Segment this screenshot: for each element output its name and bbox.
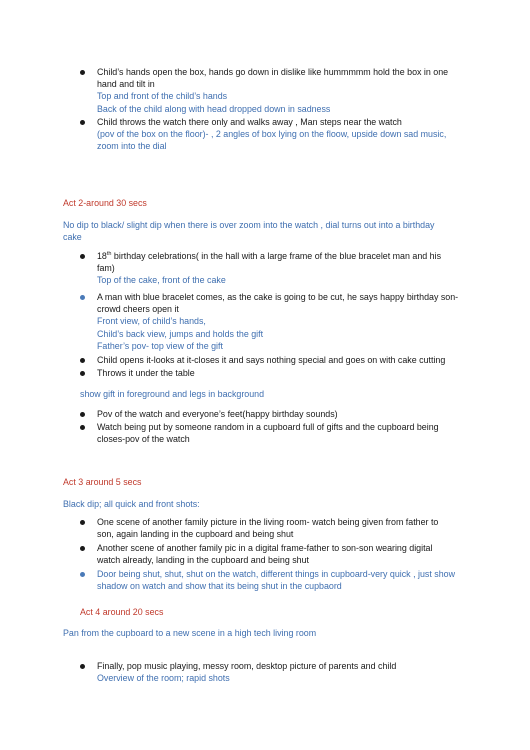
intro-bullet-2: [0, 116, 530, 153]
shot-note: Back of the child along with head dropped down in sadness: [97, 103, 331, 114]
bullet-text: Watch being put by someone random in a cupboard full of gifts and the cupboard being: [97, 422, 439, 432]
act2-bullet-3: [0, 354, 530, 366]
bullet-text: Pov of the watch and everyone’s feet(happy birthday sounds): [97, 409, 338, 419]
act3-note-text: Black dip; all quick and front shots:: [63, 499, 200, 509]
bullet-text: fam): [97, 263, 115, 274]
act2-bullet-4: [0, 367, 530, 379]
bullet-icon: [80, 664, 85, 669]
bullet-icon: [80, 70, 85, 75]
bullet-icon: [80, 572, 85, 577]
bullet-icon: [80, 358, 85, 363]
act2-bullet-6: [0, 421, 530, 445]
act4-note: [0, 627, 530, 639]
bullet-text: hand and tilt in: [97, 79, 155, 90]
act4-heading: [0, 606, 530, 618]
intro-bullet-1: [0, 66, 530, 115]
bullet-text: Door being shut, shut, shut on the watch, different things in cupboard-very quick , just show: [97, 569, 455, 579]
bullet-icon: [80, 412, 85, 417]
act2-note-line: No dip to black/ slight dip when there is over zoom into the watch , dial turns out into a birthday: [63, 220, 435, 230]
bullet-icon: [80, 295, 85, 300]
bullet-text: Throws it under the table: [97, 368, 195, 378]
bullet-icon: [80, 425, 85, 430]
act3-bullet-3: [0, 568, 530, 592]
bullet-text-rest: birthday celebrations( in the hall with a large frame of the blue bracelet man and his: [111, 251, 442, 261]
shot-note: Top and front of the child’s hands: [97, 91, 228, 102]
shot-note: Front view, of child’s hands,: [97, 316, 206, 327]
bullet-text: shadow on watch and show that its being shut in the cupbaord: [97, 581, 342, 592]
act2-note2: [0, 388, 530, 400]
bullet-text: One scene of another family picture in the living room- watch being given from father to: [97, 517, 439, 527]
bullet-text: crowd cheers open it: [97, 304, 179, 315]
shot-note: Overview of the room; rapid shots: [97, 673, 230, 684]
act2-note: [0, 219, 530, 243]
act2-note-line: cake: [63, 232, 82, 243]
bullet-text: Child’s hands open the box, hands go down in dislike like hummmmm hold the box in one: [97, 67, 449, 77]
bullet-text: Child opens it-looks at it-closes it and says nothing special and goes on with cake cutting: [97, 355, 446, 365]
act2-heading-text: Act 2-around 30 secs: [63, 198, 147, 208]
bullet-icon: [80, 371, 85, 376]
act3-bullet-1: [0, 516, 530, 540]
bullet-text: watch already, landing in the cupboard and being shut: [97, 555, 309, 566]
bullet-text: Another scene of another family pic in a digital frame-father to son-son wearing digital: [97, 543, 433, 553]
act2-bullet-2: [0, 291, 530, 352]
act3-bullet-2: [0, 542, 530, 566]
shot-note: (pov of the box on the floor)- , 2 angles of box lying on the floow, upside down sad music,: [97, 129, 447, 140]
act4-heading-text: Act 4 around 20 secs: [80, 607, 164, 617]
ordinal-number: 18: [97, 251, 107, 261]
bullet-text: Finally, pop music playing, messy room, desktop picture of parents and child: [97, 661, 397, 671]
shot-note: Father’s pov- top view of the gift: [97, 340, 223, 351]
act3-heading: [0, 476, 530, 488]
act3-heading-text: Act 3 around 5 secs: [63, 477, 142, 487]
bullet-icon: [80, 520, 85, 525]
bullet-text: Child throws the watch there only and walks away , Man steps near the watch: [97, 117, 402, 127]
ordinal-suffix: th: [106, 251, 112, 258]
act3-note: [0, 498, 530, 510]
bullet-icon: [80, 546, 85, 551]
bullet-icon: [80, 254, 85, 259]
act4-note-text: Pan from the cupboard to a new scene in a high tech living room: [63, 628, 317, 638]
bullet-text: closes-pov of the watch: [97, 434, 190, 445]
shot-note: zoom into the dial: [97, 141, 167, 152]
act2-note2-text: show gift in foreground and legs in background: [80, 389, 265, 399]
bullet-text: A man with blue bracelet comes, as the cake is going to be cut, he says happy birthday son-: [97, 292, 459, 302]
bullet-text: [97, 250, 460, 262]
act4-bullet-1: [0, 660, 530, 684]
shot-note: Top of the cake, front of the cake: [97, 275, 226, 286]
act2-bullet-5: [0, 408, 530, 420]
act2-bullet-1: [0, 250, 530, 287]
shot-note: Child’s back view, jumps and holds the gift: [97, 328, 264, 339]
bullet-text: son, again landing in the cupboard and being shut: [97, 529, 294, 540]
bullet-icon: [80, 120, 85, 125]
act2-heading: [0, 197, 530, 209]
